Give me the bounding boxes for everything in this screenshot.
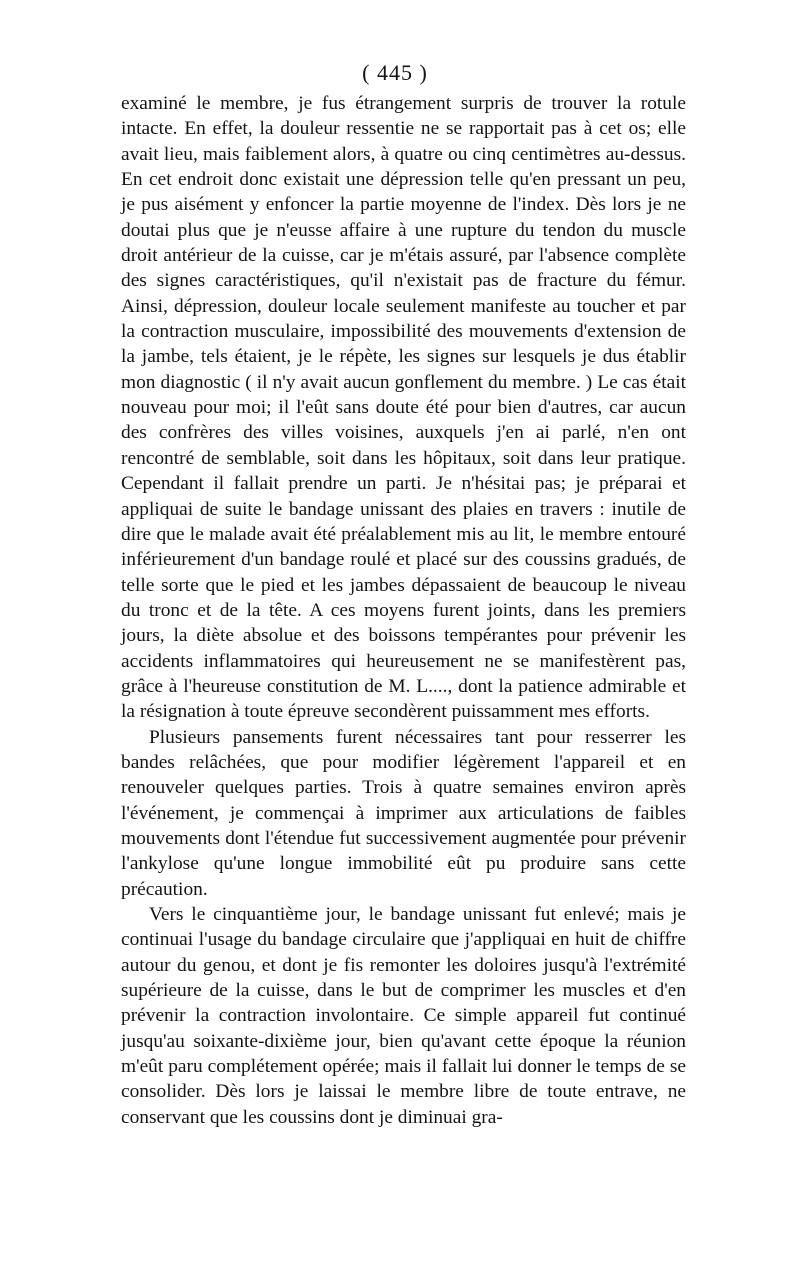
body-text [121, 91, 686, 1130]
paragraph-2: Plusieurs pansements furent nécessaires tant pour resserrer les bandes relâchées, que pour modifier légèrement l'appareil et en renouveler quelques parties. Trois à quatre semaines environ après l'événement, je commençai à imprimer aux articulations de faibles mouvements dont l'étendue fut successivement augmentée pour prévenir l'ankylose qu'une longue immobilité eût pu produire sans cette précaution. [121, 726, 686, 900]
paragraph-3: Vers le cinquantième jour, le bandage unissant fut enlevé; mais je continuai l'usage du bandage circulaire que j'appliquai en huit de chiffre autour du genou, et dont je fis remonter les doloires jusqu'à l'extrémité supérieure de la cuisse, dans le but de comprimer les muscles et d'en prévenir la contraction involontaire. Ce simple appareil fut continué jusqu'au soixante-dixième jour, bien qu'avant cette époque la réunion m'eût paru complétement opérée; mais il fallait lui donner le temps de se consolider. Dès lors je laissai le membre libre de toute entrave, ne conservant que les coussins dont je diminuai gra- [121, 904, 686, 1128]
paragraph-1: examiné le membre, je fus étrangement surpris de trouver la rotule intacte. En effet, la douleur ressentie ne se rapportait pas à cet os; elle avait lieu, mais faiblement alors, à quatre ou cinq centimètres au-dessus. En cet endroit donc existait une dépression telle qu'en pressant un peu, je pus aisément y enfoncer la partie moyenne de l'index. Dès lors je ne doutai plus que je n'eusse affaire à une rupture du tendon du muscle droit antérieur de la cuisse, car je m'étais assuré, par l'absence complète des signes caractéristiques, qu'il n'existait pas de fracture du fémur. Ainsi, dépression, douleur locale seulement manifeste au toucher et par la contraction musculaire, impossibilité des mouvements d'extension de la jambe, tels étaient, je le répète, les signes sur lesquels je dus établir mon diagnostic ( il n'y avait aucun gonflement du membre. ) Le cas était nouveau pour moi; il l'eût sans doute été pour bien d'autres, car aucun des confrères des villes voisines, auxquels j'en ai parlé, n'en ont rencontré de semblable, soit dans les hôpitaux, soit dans leur pratique. Cependant il fallait prendre un parti. Je n'hésitai pas; je préparai et appliquai de suite le bandage unissant des plaies en travers : inutile de dire que le malade avait été préalablement mis au lit, le membre entouré inférieurement d'un bandage roulé et placé sur des coussins gradués, de telle sorte que le pied et les jambes dépassaient de beaucoup le niveau du tronc et de la tête. A ces moyens furent joints, dans les premiers jours, la diète absolue et des boissons tempérantes pour prévenir les accidents inflammatoires qui heureusement ne se manifestèrent pas, grâce à l'heureuse constitution de M. L...., dont la patience admirable et la résignation à toute épreuve secondèrent puissamment mes efforts. [121, 93, 686, 723]
page-number: ( 445 ) [362, 60, 428, 85]
